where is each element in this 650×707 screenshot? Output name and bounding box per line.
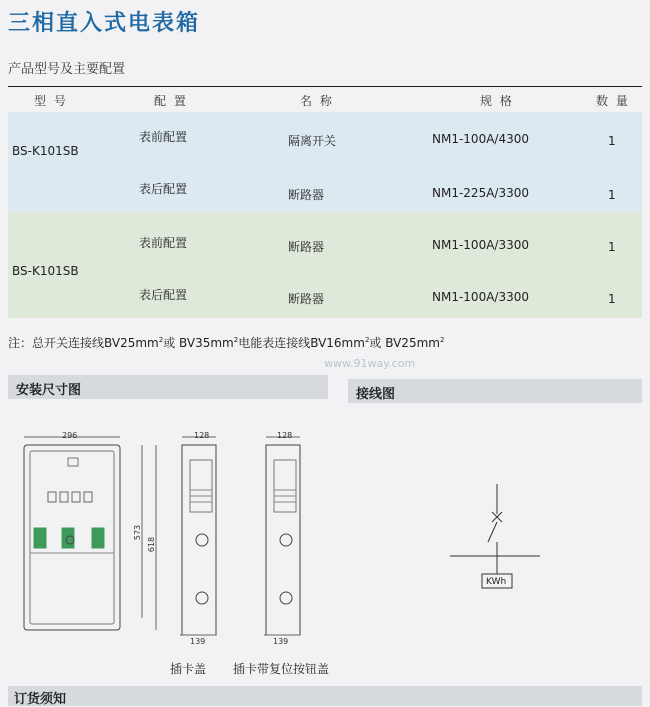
caption-card-cover: 插卡盖 bbox=[170, 662, 207, 676]
dim-128-a: 128 bbox=[194, 431, 210, 440]
table-header bbox=[8, 86, 642, 111]
row-spec: NM1-225A/3300 bbox=[432, 186, 529, 200]
header-qty: 数 量 bbox=[596, 94, 630, 108]
section-order: 订货须知 bbox=[8, 686, 642, 706]
dim-139-a: 139 bbox=[190, 637, 206, 646]
header-model: 型 号 bbox=[34, 94, 68, 108]
row-name: 断路器 bbox=[288, 292, 325, 306]
table-group-1 bbox=[8, 112, 642, 212]
dim-618: 618 bbox=[147, 536, 157, 553]
side-view-2-outline bbox=[266, 445, 300, 635]
table-group-2 bbox=[8, 212, 642, 318]
dim-width: 296 bbox=[62, 431, 78, 440]
section-install: 安装尺寸图 bbox=[8, 375, 328, 399]
dim-573: 573 bbox=[133, 524, 143, 541]
page-title: 三相直入式电表箱 bbox=[8, 11, 201, 36]
section-wiring: 接线图 bbox=[348, 379, 642, 403]
row-spec: NM1-100A/3300 bbox=[432, 290, 529, 304]
group-model: BS-K101SB bbox=[12, 264, 79, 278]
row-qty: 1 bbox=[608, 292, 616, 306]
row-name: 隔离开关 bbox=[288, 134, 337, 148]
row-config: 表前配置 bbox=[139, 236, 188, 250]
group-model: BS-K101SB bbox=[12, 144, 79, 158]
row-qty: 1 bbox=[608, 188, 616, 202]
header-name: 名 称 bbox=[300, 94, 334, 108]
install-dimension-drawing bbox=[14, 428, 344, 658]
header-config: 配 置 bbox=[154, 94, 188, 108]
row-config: 表前配置 bbox=[139, 130, 188, 144]
row-qty: 1 bbox=[608, 134, 616, 148]
wiring-note: 注：总开关连接线$BV25mm^2$或 $BV35mm^2$电能表连接线$BV16mm^2$或 $BV25mm^2$ bbox=[8, 336, 445, 350]
watermark: www.91way.com bbox=[324, 357, 416, 370]
row-name: 断路器 bbox=[288, 240, 325, 254]
row-config: 表后配置 bbox=[139, 288, 188, 302]
section-subtitle: 产品型号及主要配置 bbox=[8, 62, 126, 77]
kwh-meter-label: KWh bbox=[486, 577, 507, 587]
row-spec: NM1-100A/3300 bbox=[432, 238, 529, 252]
dim-139-b: 139 bbox=[273, 637, 289, 646]
row-qty: 1 bbox=[608, 240, 616, 254]
side-view-1-outline bbox=[182, 445, 216, 635]
dim-128-b: 128 bbox=[277, 431, 293, 440]
header-spec: 规 格 bbox=[480, 94, 514, 108]
row-config: 表后配置 bbox=[139, 182, 188, 196]
row-spec: NM1-100A/4300 bbox=[432, 132, 529, 146]
row-name: 断路器 bbox=[288, 188, 325, 202]
caption-card-reset-cover: 插卡带复位按钮盖 bbox=[233, 662, 330, 676]
